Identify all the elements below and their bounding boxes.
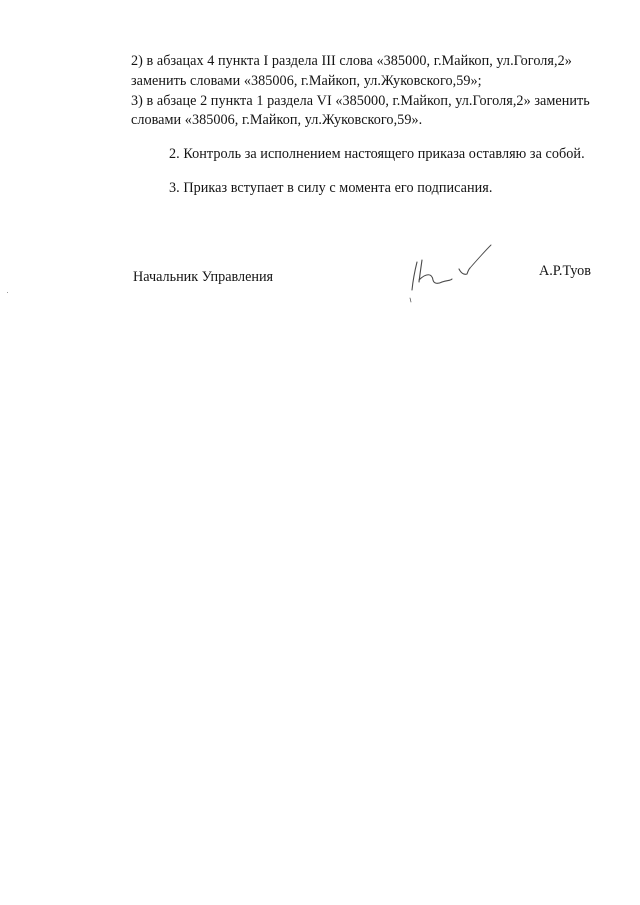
signer-name: А.Р.Туов [539,263,591,279]
paragraph-item-3-line-2: словами «385006, г.Майкоп, ул.Жуковского,59». [131,112,423,128]
paragraph-effective-clause: 3. Приказ вступает в силу с момента его подписания. [169,180,493,196]
handwritten-signature [398,240,503,315]
paragraph-control-clause: 2. Контроль за исполнением настоящего приказа оставляю за собой. [169,146,585,162]
paragraph-item-2-line-1: 2) в абзацах 4 пункта I раздела III слова «385000, г.Майкоп, ул.Гоголя,2» [131,53,572,69]
scan-speck [7,292,8,293]
signer-position-title: Начальник Управления [133,269,274,285]
paragraph-item-2-line-2: заменить словами «385006, г.Майкоп, ул.Жуковского,59»; [131,73,482,89]
paragraph-item-3-line-1: 3) в абзаце 2 пункта 1 раздела VI «385000, г.Майкоп, ул.Гоголя,2» заменить [131,93,590,109]
